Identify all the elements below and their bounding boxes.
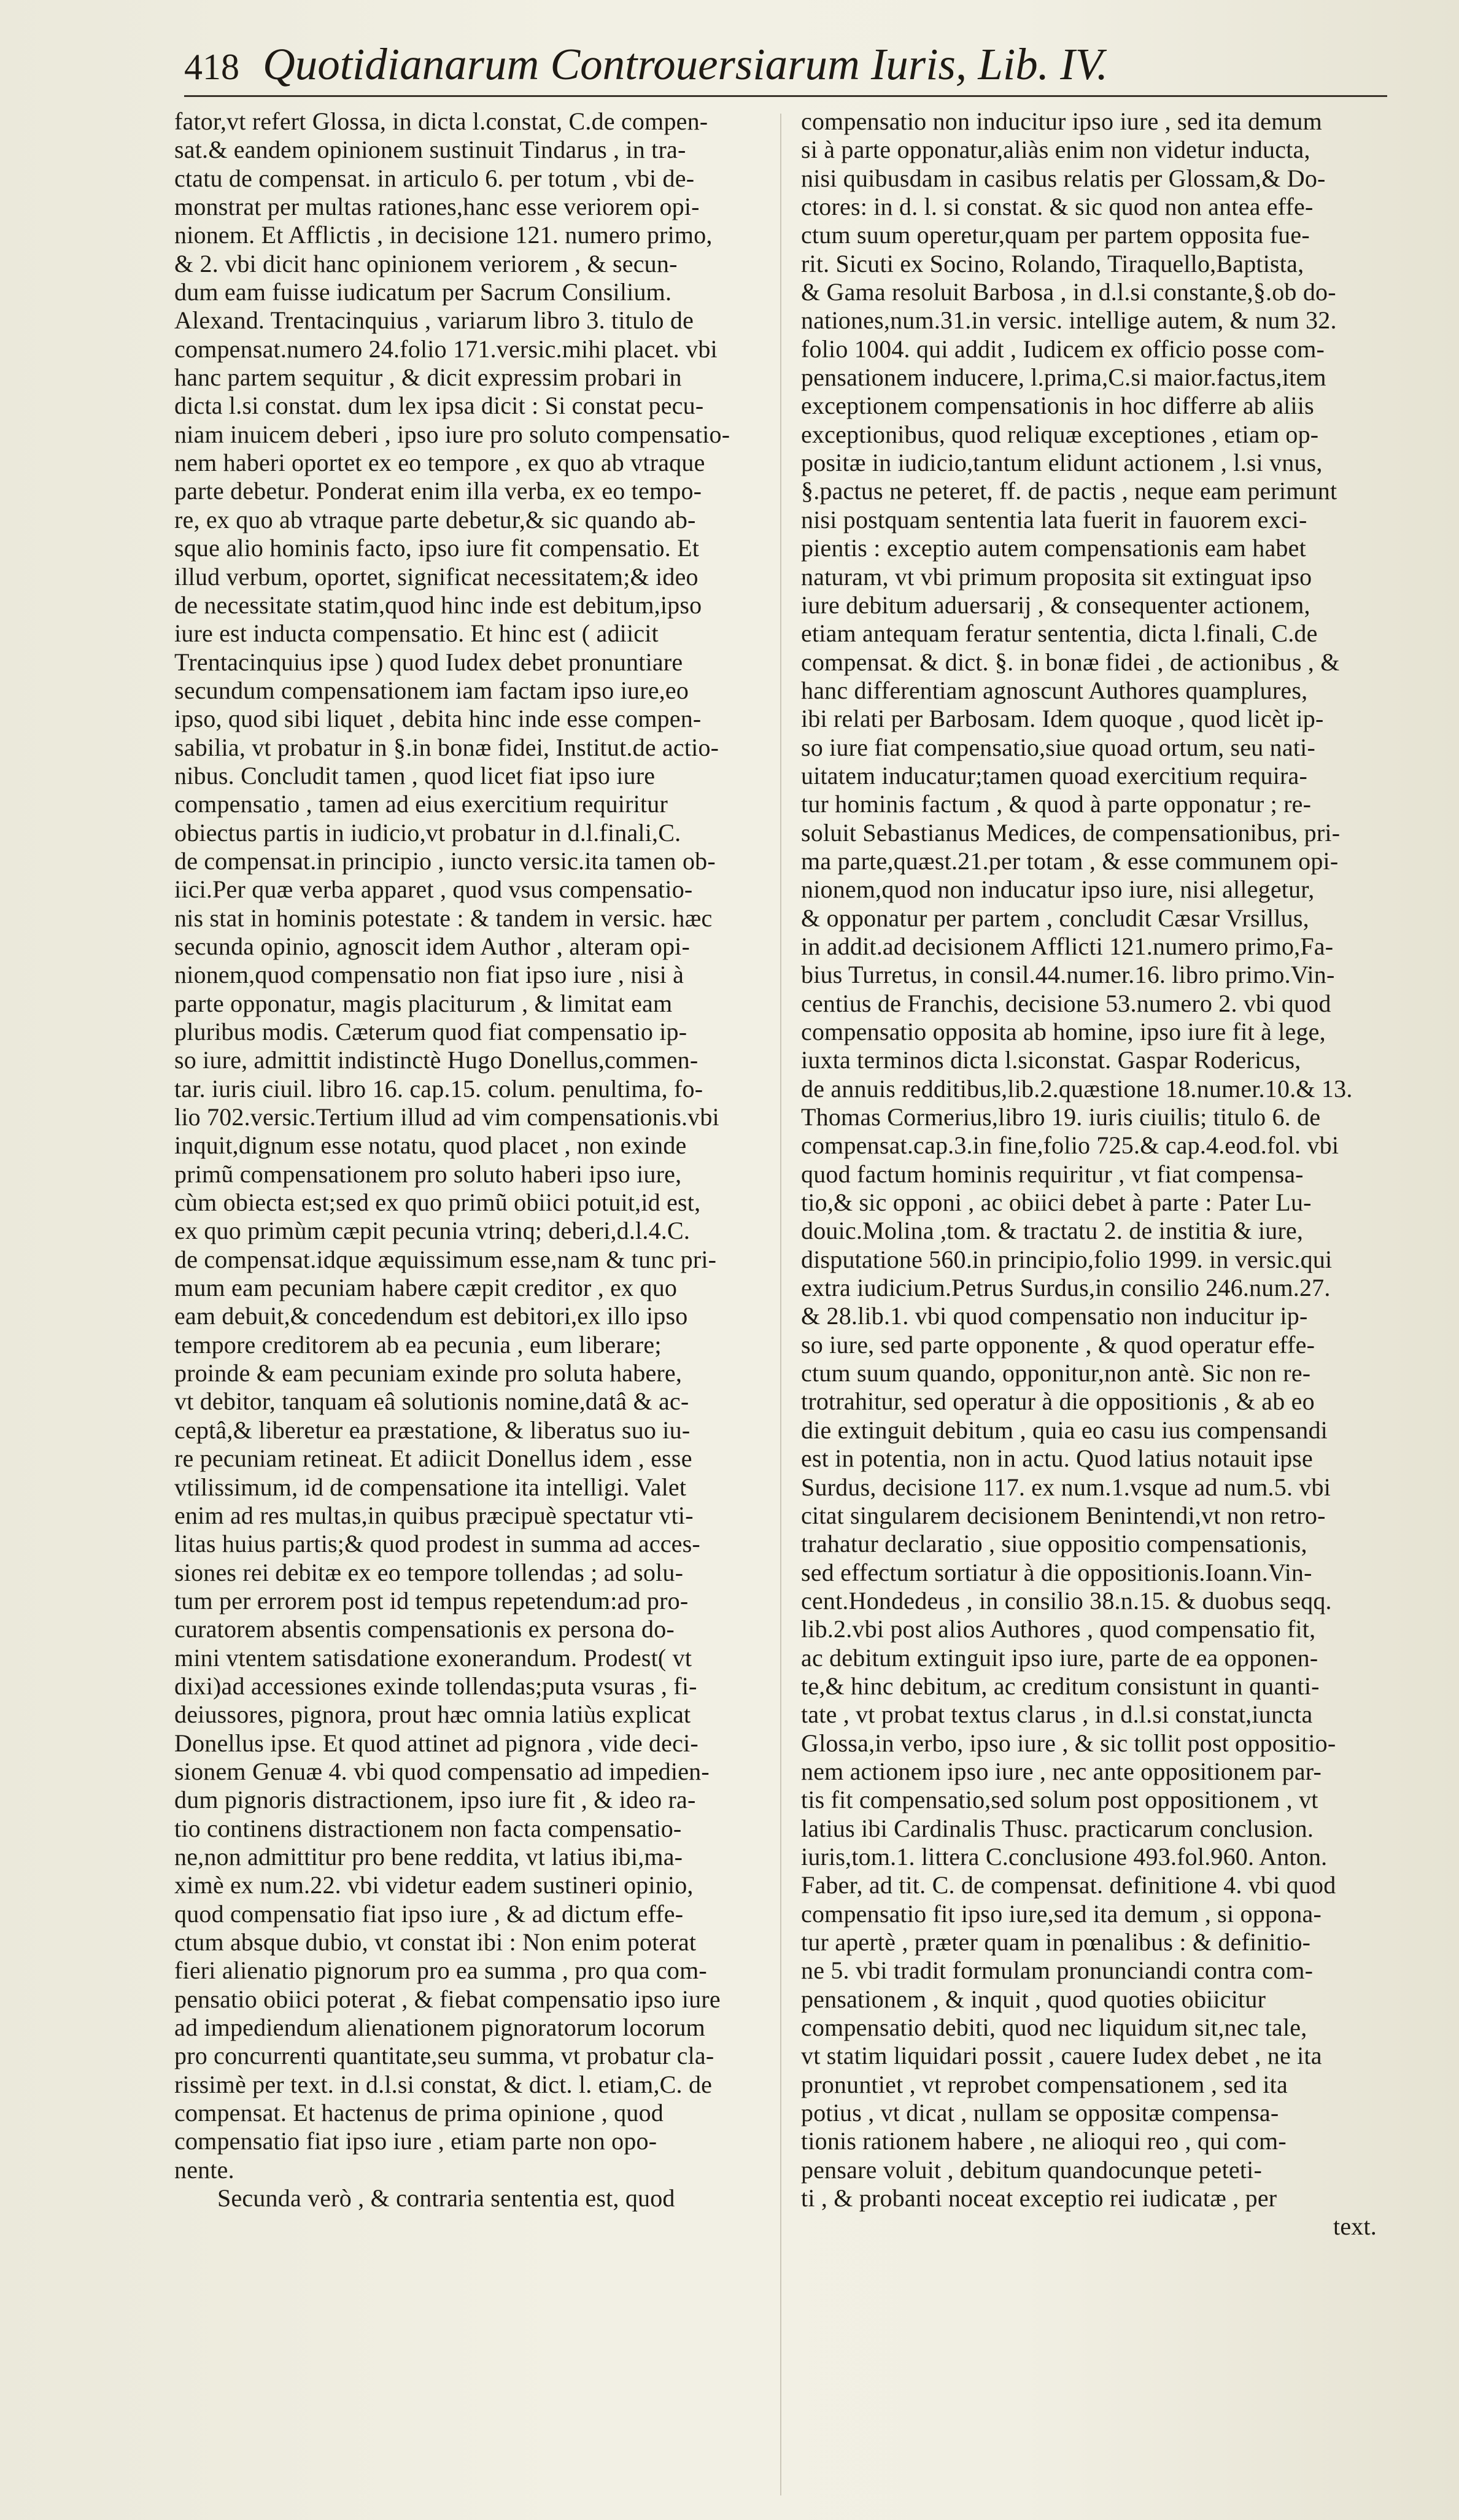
text-line: Faber, ad tit. C. de compensat. definitione 4. vbi quod	[801, 1871, 1336, 1899]
text-line: nisi quibusdam in casibus relatis per Glossam,& Do-	[801, 164, 1326, 192]
text-line: tionis rationem habere , ne alioqui reo , qui com-	[801, 2127, 1287, 2155]
text-line: pientis : exceptio autem compensationis eam habet	[801, 534, 1306, 562]
text-line: hanc differentiam agnoscunt Authores quamplures,	[801, 676, 1308, 704]
text-line: niam inuicem deberi , ipso iure pro soluto compensatio-	[174, 420, 730, 448]
text-line: inquit,dignum esse notatu, quod placet , non exinde	[174, 1131, 687, 1160]
text-line: exceptionibus, quod reliquæ exceptiones , etiam op-	[801, 420, 1319, 448]
text-line: §.pactus ne peteret, ff. de pactis , neque eam perimunt	[801, 477, 1337, 505]
text-line: tate , vt probat textus clarus , in d.l.si constat,iuncta	[801, 1700, 1313, 1729]
text-line: siones rei debitæ ex eo tempore tollendas ; ad solu-	[174, 1558, 684, 1586]
text-line: nibus. Concludit tamen , quod licet fiat ipso iure	[174, 761, 656, 789]
header-rule	[184, 95, 1387, 97]
text-line: quod compensatio fiat ipso iure , & ad dictum effe-	[174, 1899, 684, 1928]
text-line: dum eam fuisse iudicatum per Sacrum Consilium.	[174, 278, 672, 306]
text-line: cùm obiecta est;sed ex quo primũ obiici potuit,id est,	[174, 1188, 701, 1217]
text-line: ctum absque dubio, vt constat ibi : Non enim poterat	[174, 1928, 697, 1956]
text-line: Glossa,in verbo, ipso iure , & sic tollit post oppositio-	[801, 1729, 1336, 1757]
text-line: & 28.lib.1. vbi quod compensatio non inducitur ip-	[801, 1302, 1308, 1330]
text-line: re, ex quo ab vtraque parte debetur,& sic quando ab-	[174, 505, 696, 533]
text-line: sed effectum sortiatur à die oppositionis.Ioann.Vin-	[801, 1558, 1312, 1586]
text-line: tar. iuris ciuil. libro 16. cap.15. colum. penultima, fo-	[174, 1074, 703, 1103]
text-line: dum pignoris distractionem, ipso iure fit , & ideo ra-	[174, 1786, 696, 1814]
text-line: de annuis redditibus,lib.2.quæstione 18.numer.10.& 13.	[801, 1074, 1353, 1103]
text-line: nis stat in hominis potestate : & tandem in versic. hæc	[174, 904, 713, 932]
text-line: die extinguit debitum , quia eo casu ius compensandi	[801, 1416, 1328, 1444]
text-line: obiectus partis in iudicio,vt probatur in d.l.finali,C.	[174, 818, 681, 847]
text-line: compensat. Et hactenus de prima opinione , quod	[174, 2099, 664, 2127]
text-line: de necessitate statim,quod hinc inde est debitum,ipso	[174, 591, 702, 619]
text-line: vt statim liquidari possit , cauere Iudex debet , ne ita	[801, 2042, 1322, 2070]
text-line: in addit.ad decisionem Afflicti 121.numero primo,Fa-	[801, 932, 1334, 960]
text-line: tempore creditorem ab ea pecunia , eum liberare;	[174, 1330, 662, 1359]
text-line: iuris,tom.1. littera C.conclusione 493.fol.960. Anton.	[801, 1842, 1328, 1871]
text-line: nionem. Et Afflictis , in decisione 121. numero primo,	[174, 221, 713, 249]
text-line: so iure, admittit indistinctè Hugo Donellus,commen-	[174, 1046, 699, 1074]
text-line: nente.	[174, 2155, 234, 2184]
column-gutter	[780, 114, 781, 2495]
text-line: lib.2.vbi post alios Authores , quod compensatio fit,	[801, 1615, 1316, 1643]
running-header	[184, 37, 1387, 92]
text-line: fator,vt refert Glossa, in dicta l.constat, C.de compen-	[174, 107, 708, 135]
left-text-column	[174, 107, 762, 2502]
text-line: rit. Sicuti ex Socino, Rolando, Tiraquello,Baptista,	[801, 249, 1304, 277]
text-line: dixi)ad accessiones exinde tollendas;puta vsuras , fi-	[174, 1672, 697, 1700]
text-line: iure est inducta compensatio. Et hinc est ( adiicit	[174, 619, 659, 648]
text-line: Trentacinquius ipse ) quod Iudex debet pronuntiare	[174, 648, 683, 676]
text-line: compensat.cap.3.in fine,folio 725.& cap.4.eod.fol. vbi	[801, 1131, 1339, 1160]
text-line: & opponatur per partem , concludit Cæsar Vrsillus,	[801, 904, 1309, 932]
text-line: extra iudicium.Petrus Surdus,in consilio 246.num.27.	[801, 1274, 1331, 1302]
text-line: tur hominis factum , & quod à parte opponatur ; re-	[801, 790, 1312, 818]
text-line: ibi relati per Barbosam. Idem quoque , quod licèt ip-	[801, 705, 1324, 733]
text-line: dicta l.si constat. dum lex ipsa dicit : Si constat pecu-	[174, 392, 704, 420]
text-line: compensat. & dict. §. in bonæ fidei , de actionibus , &	[801, 648, 1340, 676]
text-line: pronuntiet , vt reprobet compensationem , sed ita	[801, 2070, 1288, 2098]
text-line: Secunda verò , & contraria sententia est, quod	[217, 2184, 675, 2212]
text-line: compensatio , tamen ad eius exercitium requiritur	[174, 790, 668, 818]
text-line: nem haberi oportet ex eo tempore , ex quo ab vtraque	[174, 449, 705, 477]
text-line: tio continens distractionem non facta compensatio-	[174, 1814, 682, 1842]
text-line: primũ compensationem pro soluto haberi ipso iure,	[174, 1160, 682, 1188]
text-line: enim ad res multas,in quibus præcipuè spectatur vti-	[174, 1501, 694, 1529]
text-line: & 2. vbi dicit hanc opinionem veriorem , & secun-	[174, 249, 678, 277]
text-line: ctum suum quando, opponitur,non antè. Sic non re-	[801, 1359, 1311, 1387]
text-line: so iure, sed parte opponente , & quod operatur effe-	[801, 1330, 1315, 1359]
text-line: disputatione 560.in principio,folio 1999. in versic.qui	[801, 1245, 1333, 1273]
text-line: pensationem , & inquit , quod quoties obiicitur	[801, 1985, 1266, 2013]
text-line: compensatio non inducitur ipso iure , sed ita demum	[801, 107, 1322, 135]
text-line: quod factum hominis requiritur , vt fiat compensa-	[801, 1160, 1304, 1188]
text-line: uitatem inducatur;tamen quoad exercitium requira-	[801, 761, 1308, 789]
text-line: douic.Molina ,tom. & tractatu 2. de institia & iure,	[801, 1217, 1304, 1245]
text-line: cent.Hondedeus , in consilio 38.n.15. & duobus seqq.	[801, 1586, 1332, 1615]
text-line: ipso, quod sibi liquet , debita hinc inde esse compen-	[174, 705, 702, 733]
page-number: 418	[184, 47, 239, 87]
text-line: pensare voluit , debitum quandocunque peteti-	[801, 2155, 1263, 2184]
text-line: citat singularem decisionem Benintendi,vt non retro-	[801, 1501, 1326, 1529]
text-line: vt debitor, tanquam eâ solutionis nomine,datâ & ac-	[174, 1387, 689, 1416]
text-line: Surdus, decisione 117. ex num.1.vsque ad num.5. vbi	[801, 1473, 1331, 1501]
text-line: nionem,quod non inducatur ipso iure, nisi allegetur,	[801, 875, 1315, 904]
text-line: Thomas Cormerius,libro 19. iuris ciuilis; titulo 6. de	[801, 1103, 1321, 1131]
text-line: proinde & eam pecuniam exinde pro soluta habere,	[174, 1359, 683, 1387]
text-line: secunda opinio, agnoscit idem Author , alteram opi-	[174, 932, 691, 960]
text-line: re pecuniam retineat. Et adiicit Donellus idem , esse	[174, 1444, 692, 1473]
text-line: pro concurrenti quantitate,seu summa, vt probatur cla-	[174, 2042, 714, 2070]
text-line: tio,& sic opponi , ac obiici debet à parte : Pater Lu-	[801, 1188, 1312, 1217]
text-line: ti , & probanti noceat exceptio rei iudicatæ , per	[801, 2184, 1277, 2212]
text-line: nionem,quod compensatio non fiat ipso iure , nisi à	[174, 961, 684, 989]
text-line: trotrahitur, sed operatur à die oppositionis , & ab eo	[801, 1387, 1315, 1416]
text-line: nem actionem ipso iure , nec ante oppositionem par-	[801, 1757, 1322, 1785]
text-line: parte debetur. Ponderat enim illa verba, ex eo tempo-	[174, 477, 702, 505]
text-line: compensatio debiti, quod nec liquidum sit,nec tale,	[801, 2014, 1307, 2042]
text-line: folio 1004. qui addit , Iudicem ex officio posse com-	[801, 335, 1325, 363]
text-line: ceptâ,& liberetur ea præstatione, & liberatus suo iu-	[174, 1416, 691, 1444]
text-line: iici.Per quæ verba apparet , quod vsus compensatio-	[174, 875, 693, 904]
text-line: te,& hinc debitum, ac creditum consistunt in quanti-	[801, 1672, 1320, 1700]
text-line: exceptionem compensationis in hoc differre ab aliis	[801, 392, 1314, 420]
text-line: deiussores, pignora, prout hæc omnia latiùs explicat	[174, 1700, 691, 1729]
text-line: compensatio fit ipso iure,sed ita demum , si oppona-	[801, 1899, 1322, 1928]
text-line: monstrat per multas rationes,hanc esse veriorem opi-	[174, 193, 700, 221]
text-line: sionem Genuæ 4. vbi quod compensatio ad impedien-	[174, 1757, 710, 1785]
text-line: etiam antequam feratur sententia, dicta l.finali, C.de	[801, 619, 1318, 648]
text-line: bius Turretus, in consil.44.numer.16. libro primo.Vin-	[801, 961, 1335, 989]
text-line: de compensat.idque æquissimum esse,nam & tunc pri-	[174, 1245, 717, 1273]
text-line: ctores: in d. l. si constat. & sic quod non antea effe-	[801, 193, 1314, 221]
text-line: rissimè per text. in d.l.si constat, & dict. l. etiam,C. de	[174, 2070, 713, 2098]
text-line: naturam, vt vbi primum proposita sit extinguat ipso	[801, 562, 1312, 591]
text-line: litas huius partis;& quod prodest in summa ad acces-	[174, 1530, 700, 1558]
text-line: compensatio opposita ab homine, ipso iure fit à lege,	[801, 1018, 1326, 1045]
text-line: nisi postquam sententia lata fuerit in fauorem exci-	[801, 505, 1307, 533]
text-line: de compensat.in principio , iuncto versic.ita tamen ob-	[174, 847, 716, 875]
text-line: ne,non admittitur pro bene reddita, vt latius ibi,ma-	[174, 1842, 683, 1871]
text-line: trahatur declaratio , siue oppositio compensationis,	[801, 1530, 1307, 1558]
text-line: si à parte opponatur,aliàs enim non videtur inducta,	[801, 136, 1310, 164]
text-line: pensatio obiici poterat , & fiebat compensatio ipso iure	[174, 1985, 721, 2013]
running-head-title: Quotidianarum Controuersiarum Iuris, Lib. IV.	[263, 39, 1109, 89]
text-line: iure debitum aduersarij , & consequenter actionem,	[801, 591, 1310, 619]
text-line: ctum suum operetur,quam per partem opposita fue-	[801, 221, 1310, 249]
text-line: eam debuit,& concedendum est debitori,ex illo ipso	[174, 1302, 688, 1330]
text-line: so iure fiat compensatio,siue quoad ortum, seu nati-	[801, 733, 1315, 761]
text-line: hanc partem sequitur , & dicit expressim probari in	[174, 363, 682, 392]
text-line: nationes,num.31.in versic. intellige autem, & num 32.	[801, 306, 1337, 335]
text-line: sat.& eandem opinionem sustinuit Tindarus , in tra-	[174, 136, 686, 164]
text-line: secundum compensationem iam factam ipso iure,eo	[174, 676, 689, 704]
text-line: est in potentia, non in actu. Quod latius notauit ipse	[801, 1444, 1314, 1473]
text-line: potius , vt dicat , nullam se oppositæ compensa-	[801, 2099, 1279, 2127]
text-line: mum eam pecuniam habere cæpit creditor , ex quo	[174, 1274, 678, 1302]
text-line: ad impediendum alienationem pignoratorum locorum	[174, 2014, 705, 2042]
text-line: sque alio hominis facto, ipso iure fit compensatio. Et	[174, 534, 700, 562]
text-line: sabilia, vt probatur in §.in bonæ fidei, Institut.de actio-	[174, 733, 719, 761]
text-line: lio 702.versic.Tertium illud ad vim compensationis.vbi	[174, 1103, 719, 1131]
text-line: tum per errorem post id tempus repetendum:ad pro-	[174, 1586, 689, 1615]
text-line: ac debitum extinguit ipso iure, parte de ea opponen-	[801, 1643, 1318, 1672]
text-line: ma parte,quæst.21.per totam , & esse communem opi-	[801, 847, 1339, 875]
text-line: vtilissimum, id de compensatione ita intelligi. Valet	[174, 1473, 687, 1501]
right-text-column	[801, 107, 1389, 2502]
text-line: positæ in iudicio,tantum elidunt actionem , l.si vnus,	[801, 449, 1323, 477]
text-line: fieri alienatio pignorum pro ea summa , pro qua com-	[174, 1956, 707, 1985]
text-line: pluribus modis. Cæterum quod fiat compensatio ip-	[174, 1018, 687, 1045]
text-line: Alexand. Trentacinquius , variarum libro 3. titulo de	[174, 306, 694, 335]
text-line: ctatu de compensat. in articulo 6. per totum , vbi de-	[174, 164, 695, 192]
text-line: illud verbum, oportet, significat necessitatem;& ideo	[174, 562, 699, 591]
text-line: iuxta terminos dicta l.siconstat. Gaspar Rodericus,	[801, 1046, 1301, 1074]
text-line: latius ibi Cardinalis Thusc. practicarum conclusion.	[801, 1814, 1314, 1842]
catchword: text.	[1333, 2212, 1377, 2241]
text-line: parte opponatur, magis placiturum , & limitat eam	[174, 989, 673, 1017]
text-line: ex quo primùm cæpit pecunia vtrinq; deberi,d.l.4.C.	[174, 1217, 691, 1245]
text-line: tis fit compensatio,sed solum post oppositionem , vt	[801, 1786, 1318, 1814]
text-line: ximè ex num.22. vbi videtur eadem sustineri opinio,	[174, 1871, 694, 1899]
text-line: & Gama resoluit Barbosa , in d.l.si constante,§.ob do-	[801, 278, 1336, 306]
text-line: pensationem inducere, l.prima,C.si maior.factus,item	[801, 363, 1326, 392]
text-line: Donellus ipse. Et quod attinet ad pignora , vide deci-	[174, 1729, 699, 1757]
text-line: ne 5. vbi tradit formulam pronunciandi contra com-	[801, 1956, 1314, 1985]
text-line: compensatio fiat ipso iure , etiam parte non opo-	[174, 2127, 657, 2155]
text-line: mini vtentem satisdatione exonerandum. Prodest( vt	[174, 1643, 692, 1672]
text-line: soluit Sebastianus Medices, de compensationibus, pri-	[801, 818, 1341, 847]
text-line: curatorem absentis compensationis ex persona do-	[174, 1615, 675, 1643]
text-line: compensat.numero 24.folio 171.versic.mihi placet. vbi	[174, 335, 718, 363]
text-line: tur apertè , præter quam in pœnalibus : & definitio-	[801, 1928, 1311, 1956]
text-line: centius de Franchis, decisione 53.numero 2. vbi quod	[801, 989, 1331, 1017]
